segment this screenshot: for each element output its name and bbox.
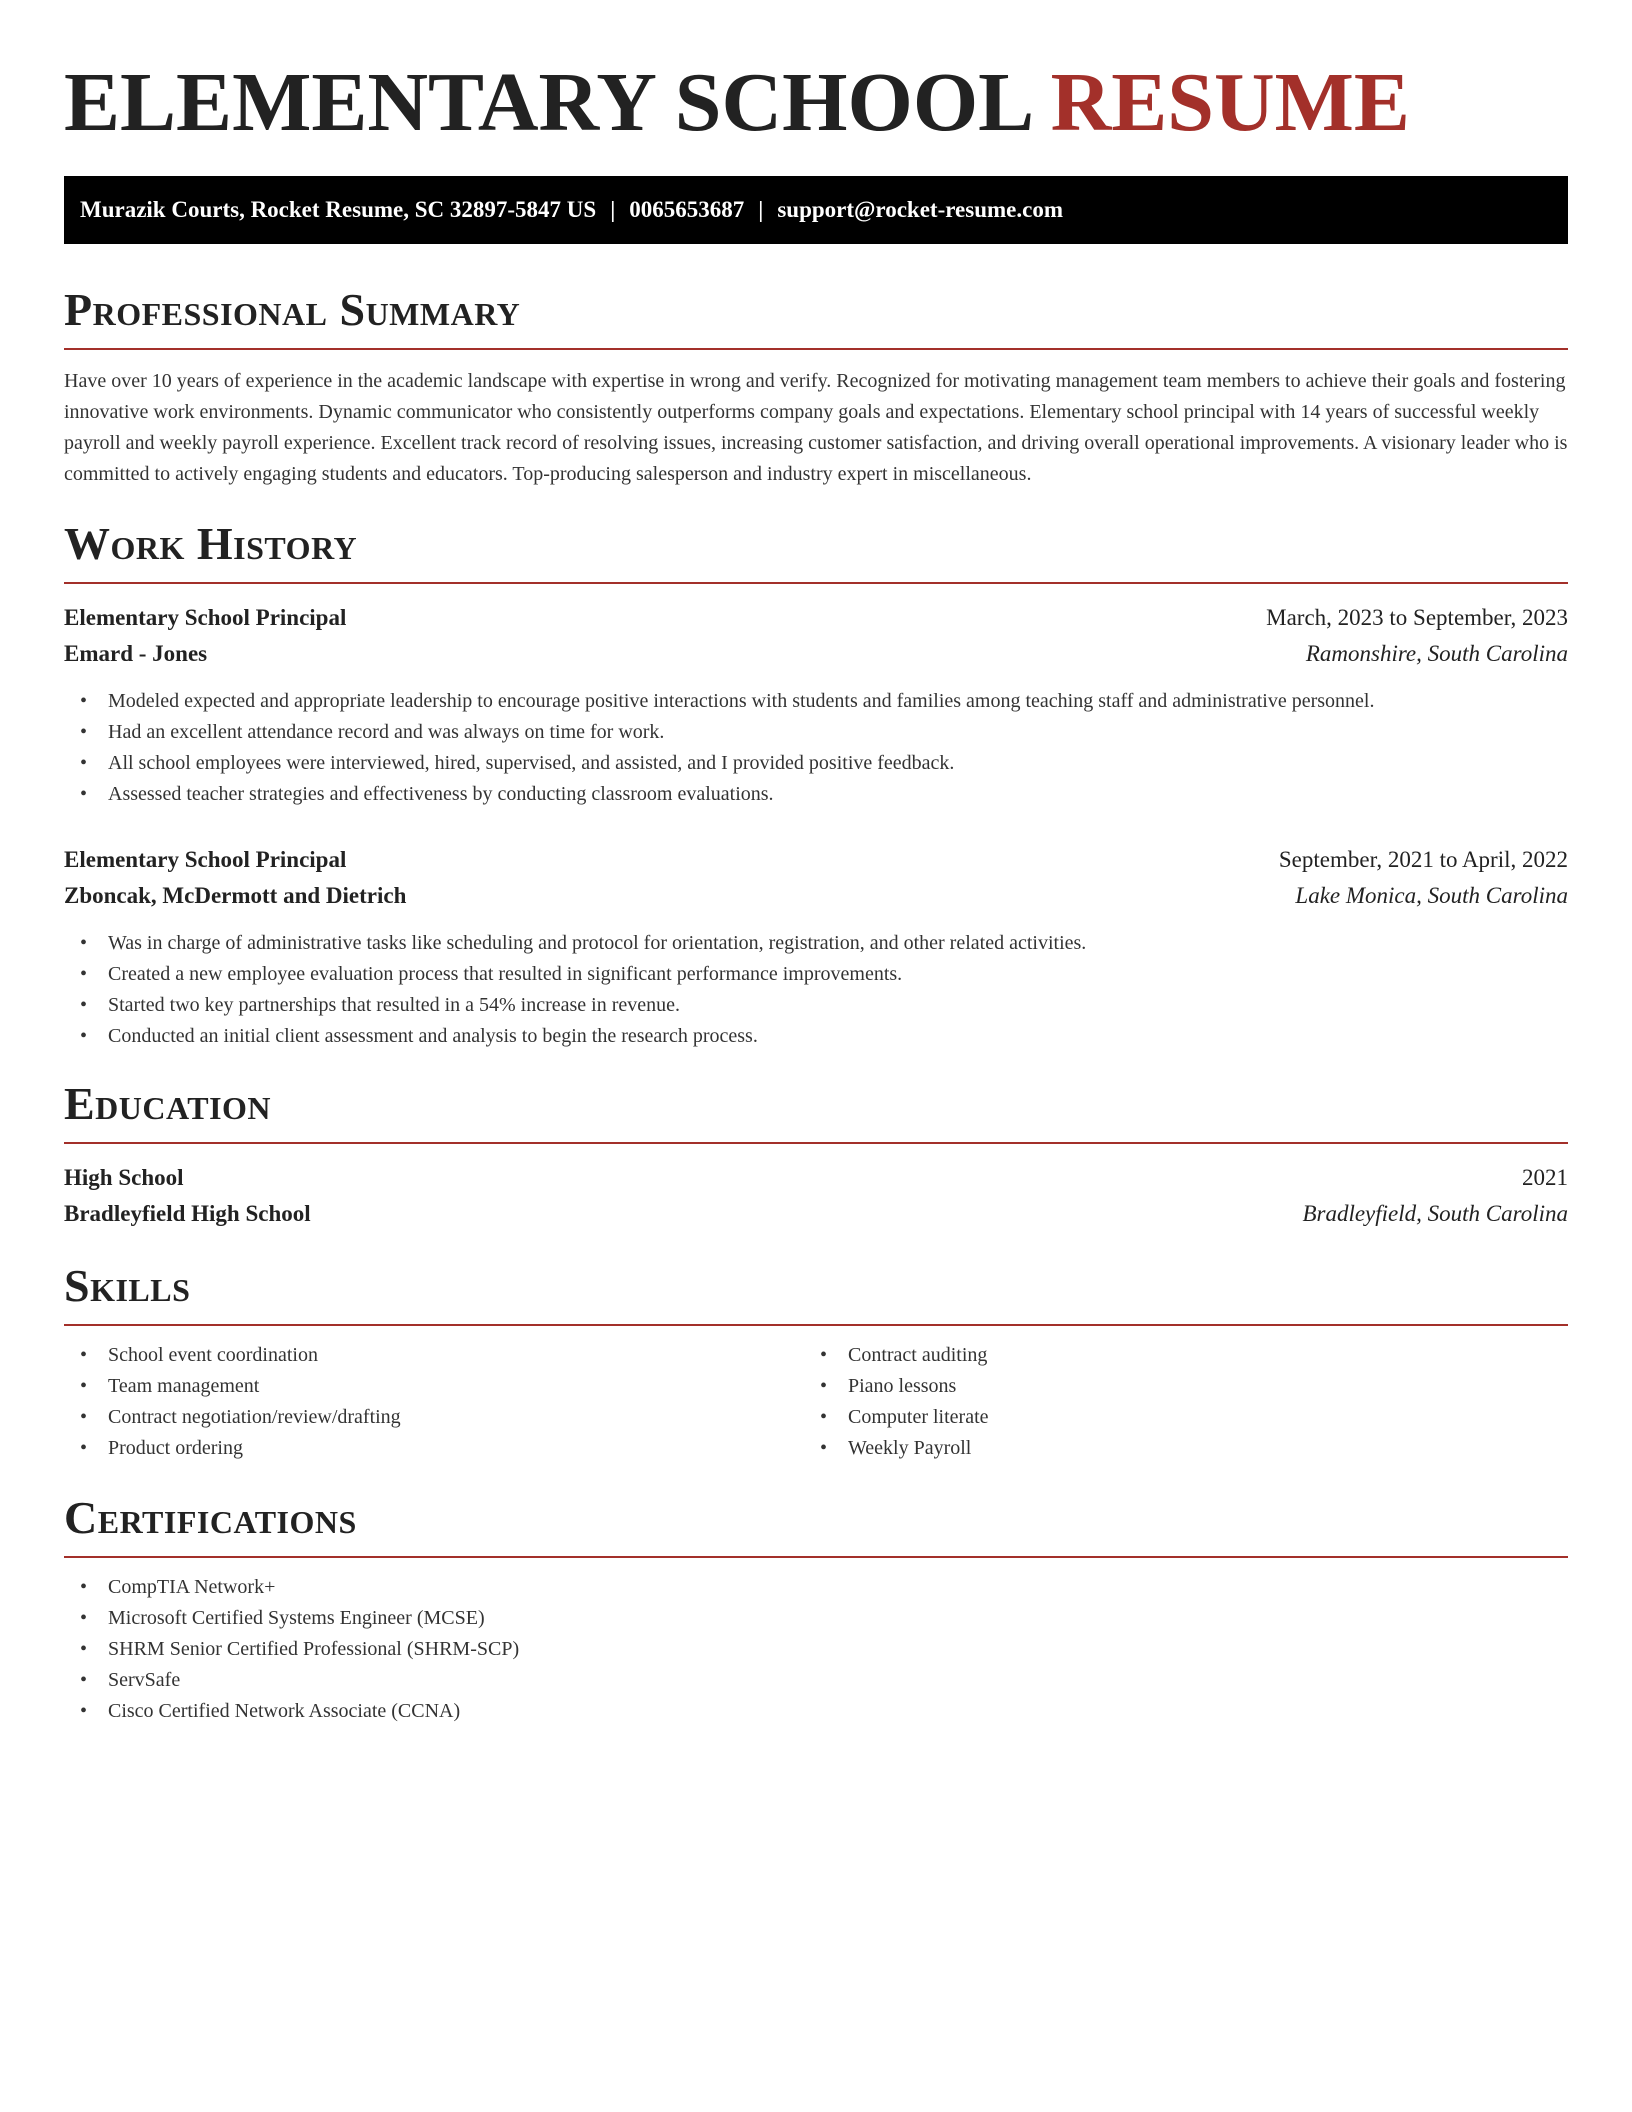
contact-separator: | [758,197,764,222]
skills-column-left [64,1340,804,1464]
title-accent: RESUME [1050,56,1410,149]
list-item: • Product ordering [64,1433,804,1464]
title-main: ELEMENTARY SCHOOL [64,56,1030,149]
job-company: Zboncak, McDermott and Dietrich [64,883,407,908]
job-company-row [64,636,1568,672]
list-item: • SHRM Senior Certified Professional (SHRM-SCP) [64,1634,1568,1665]
job-location: Lake Monica, South Carolina [1295,883,1568,908]
education-school-row [64,1196,1568,1232]
job-location: Ramonshire, South Carolina [1305,641,1568,666]
list-item: • School event coordination [64,1340,804,1371]
section-divider [64,348,1568,350]
section-divider [64,1324,1568,1326]
contact-phone: 0065653687 [629,197,745,222]
job-company-row [64,878,1568,914]
skills-grid [64,1340,1568,1464]
certifications-section [64,1492,1568,1727]
list-item: • Created a new employee evaluation process that resulted in significant performance improvements. [64,959,1568,990]
job-header-row [64,600,1568,636]
summary-section [64,284,1568,490]
list-item: • Contract negotiation/review/drafting [64,1402,804,1433]
list-item: • Had an excellent attendance record and was always on time for work. [64,717,1568,748]
section-heading-certifications: Certifications [64,1492,357,1543]
education-section [64,1078,1568,1232]
contact-separator: | [610,197,616,222]
list-item: • All school employees were interviewed, hired, supervised, and assisted, and I provided positive feedback. [64,748,1568,779]
section-heading-work-history: Work History [64,518,358,569]
list-item: • Team management [64,1371,804,1402]
skills-column-right [804,1340,1544,1464]
section-heading-education: Education [64,1078,272,1129]
education-degree: High School [64,1165,184,1190]
job-dates: March, 2023 to September, 2023 [1266,605,1568,630]
resume-title [64,58,1568,148]
contact-address: Murazik Courts, Rocket Resume, SC 32897-5847 US [80,197,597,222]
list-item: • Weekly Payroll [804,1433,1544,1464]
job-bullets [64,686,1568,810]
education-year: 2021 [1522,1165,1568,1190]
list-item: • CompTIA Network+ [64,1572,1568,1603]
section-divider [64,1142,1568,1144]
education-header-row [64,1160,1568,1196]
list-item: • Microsoft Certified Systems Engineer (MCSE) [64,1603,1568,1634]
job-bullets [64,928,1568,1052]
certifications-list [64,1572,1568,1727]
list-item: • Was in charge of administrative tasks like scheduling and protocol for orientation, registration, and other related activities. [64,928,1568,959]
list-item: • Computer literate [804,1402,1544,1433]
section-heading-skills: Skills [64,1260,191,1311]
summary-text: Have over 10 years of experience in the academic landscape with expertise in wrong and verify. Recognized for motivating management team members to achieve their goals and fostering innovative work environments. Dynamic communicator who consistently outperforms company goals and expectations. Elementary school principal with 14 years of successful weekly payroll and weekly payroll experience. Excellent track record of resolving issues, increasing customer satisfaction, and driving overall operational improvements. A visionary leader who is committed to actively engaging students and educators. Top-producing salesperson and industry expert in miscellaneous. [64,370,1568,485]
resume-page [64,0,1568,1727]
job-header-row [64,842,1568,878]
job-dates: September, 2021 to April, 2022 [1278,847,1568,872]
list-item: • Piano lessons [804,1371,1544,1402]
job-title: Elementary School Principal [64,605,347,630]
list-item: • Conducted an initial client assessment and analysis to begin the research process. [64,1021,1568,1052]
work-history-section [64,518,1568,1052]
section-divider [64,582,1568,584]
list-item: • Assessed teacher strategies and effectiveness by conducting classroom evaluations. [64,779,1568,810]
list-item: • ServSafe [64,1665,1568,1696]
job-entry [64,600,1568,810]
contact-email: support@rocket-resume.com [777,197,1063,222]
list-item: • Started two key partnerships that resulted in a 54% increase in revenue. [64,990,1568,1021]
list-item: • Cisco Certified Network Associate (CCNA) [64,1696,1568,1727]
education-entry [64,1160,1568,1232]
contact-bar [64,176,1568,244]
job-company: Emard - Jones [64,641,208,666]
skills-section [64,1260,1568,1464]
section-divider [64,1556,1568,1558]
job-title: Elementary School Principal [64,847,347,872]
job-entry [64,842,1568,1052]
section-heading-summary: Professional Summary [64,284,521,335]
list-item: • Modeled expected and appropriate leadership to encourage positive interactions with students and families among teaching staff and administrative personnel. [64,686,1568,717]
list-item: • Contract auditing [804,1340,1544,1371]
education-location: Bradleyfield, South Carolina [1302,1201,1568,1226]
education-school: Bradleyfield High School [64,1201,311,1226]
